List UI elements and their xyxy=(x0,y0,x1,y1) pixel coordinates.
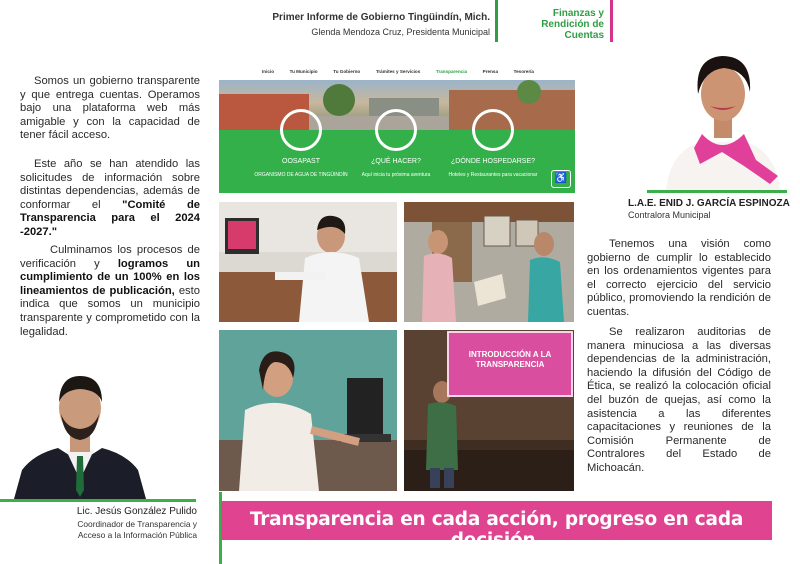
coordinator-photo xyxy=(14,362,146,499)
nav-item-tramites: Trámites y Servicios xyxy=(375,68,421,74)
card-sub-hospedarse: Hoteles y Restaurantes para vacacionar xyxy=(448,172,538,178)
photo-man-at-desk xyxy=(219,202,397,322)
nav-item-transparencia: Transparencia xyxy=(435,68,468,74)
website-nav xyxy=(258,64,538,78)
green-rule-right xyxy=(647,190,787,193)
report-subtitle: Glenda Mendoza Cruz, Presidenta Municipal xyxy=(311,27,490,37)
card-ring-hospedarse xyxy=(472,109,514,151)
slogan-text: Transparencia en cada acción, progreso en cada decisión. xyxy=(249,509,744,551)
card-title-hospedarse: ¿DÓNDE HOSPEDARSE? xyxy=(450,158,536,165)
accessibility-icon: ♿ xyxy=(551,170,571,188)
compliance-paragraph: Culminamos los procesos de verificación y logramos un cumplimiento de un 100% en los lineamientos de publicación, esto indica que somos un municipio transparente y comprometido con la legalidad. xyxy=(20,244,200,338)
slide-title: INTRODUCCIÓN A LA TRANSPARENCIA xyxy=(468,350,552,369)
vision-paragraph: Tenemos una visión como gobierno de cumplir lo establecido en los ordenamientos vigentes para el correcto ejercicio del servicio público, promoviendo la rendición de cuentas. xyxy=(587,238,771,318)
requests-paragraph: Este año se han atendido las solicitudes de información sobre distintas dependencias, además de conformar el "Comité de Transparencia para el 2024 -2027." xyxy=(20,158,200,238)
report-title: Primer Informe de Gobierno Tingüindín, Mich. xyxy=(272,12,490,23)
audits-paragraph: Se realizaron auditorias de manera minuciosa a las diversas dependencias de la administración, haciendo la difusión del Código de Ética, se realizó la colocación oficial del buzón de quejas, así como la asistencia a las diferentes capacitaciones y reuniones de la Comisión Permanente de Contralores del Estado de Michoacán. xyxy=(587,326,771,474)
comptroller-role: Contralora Municipal xyxy=(628,210,711,220)
card-title-que-hacer: ¿QUÉ HACER? xyxy=(371,158,421,165)
card-ring-que-hacer xyxy=(375,109,417,151)
card-title-oosapast: OOSAPAST xyxy=(282,158,320,165)
section-heading: Finanzas y Rendición de Cuentas xyxy=(541,8,604,41)
comptroller-photo xyxy=(660,48,786,190)
nav-item-tu-gobierno: Tu Gobierno xyxy=(333,68,361,74)
card-ring-oosapast xyxy=(280,109,322,151)
header-divider-green xyxy=(495,0,498,42)
nav-item-inicio: Inicio xyxy=(262,68,274,74)
nav-item-prensa: Prensa xyxy=(482,68,498,74)
portrait-comptroller xyxy=(660,48,786,190)
portrait-coordinator xyxy=(14,362,146,499)
photo-woman-at-computer xyxy=(219,330,397,491)
nav-item-tu-municipio: Tu Municipio xyxy=(289,68,318,74)
card-sub-que-hacer: Aquí inicia tu próxima aventura xyxy=(361,172,431,178)
card-sub-oosapast: ORGANISMO DE AGUA DE TINGÜINDÍN xyxy=(254,172,348,178)
intro-paragraph: Somos un gobierno transparente y que entrega cuentas. Operamos bajo una plataforma web más amigable y con la capacidad de tener fácil acceso. xyxy=(20,75,200,142)
green-rule-left xyxy=(0,499,196,502)
photo-women-document xyxy=(404,202,574,322)
coordinator-name: Lic. Jesús González Pulido xyxy=(76,506,197,517)
nav-item-tesoreria: Tesorería xyxy=(513,68,534,74)
header-divider-pink xyxy=(610,0,613,42)
comptroller-name: L.A.E. ENID J. GARCÍA ESPINOZA xyxy=(628,198,790,209)
coordinator-role: Coordinador de Transparencia y Acceso a la Información Pública xyxy=(77,519,197,540)
